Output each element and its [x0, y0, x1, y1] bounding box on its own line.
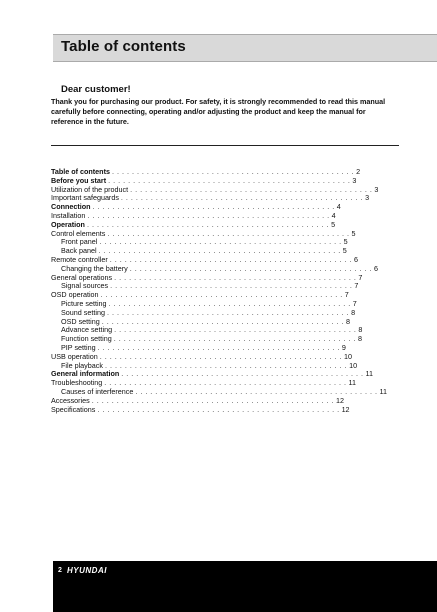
toc-entry-page: 9 [341, 342, 346, 352]
toc-entry-label: Advance setting [61, 325, 113, 335]
toc-entry-page: 5 [351, 228, 356, 238]
toc-leader-dots: . . . . . . . . . . . . . . . . . . . . . . . . . . . . . . . . . . . . . . . . . . . . . . . . . [104, 360, 348, 370]
brand-logo: HYUNDAI [67, 566, 107, 575]
toc-entry-label: Table of contents [51, 167, 110, 176]
toc-leader-dots: . . . . . . . . . . . . . . . . . . . . . . . . . . . . . . . . . . . . . . . . . . . . . . . . . [107, 228, 350, 238]
toc-entry-label: USB operation [51, 351, 98, 361]
toc-leader-dots: . . . . . . . . . . . . . . . . . . . . . . . . . . . . . . . . . . . . . . . . . . . . . . . . . [120, 193, 364, 203]
toc-entry-page: 10 [343, 351, 352, 361]
toc-entry-label: Connection [51, 202, 91, 212]
toc-entry-page: 12 [335, 395, 344, 405]
toc-entry-label: Causes of interference [61, 386, 134, 396]
toc-list [51, 167, 387, 414]
toc-leader-dots: . . . . . . . . . . . . . . . . . . . . . . . . . . . . . . . . . . . . . . . . . . . . . . . . . [101, 316, 344, 326]
toc-entry-label: General operations [51, 272, 113, 282]
toc-entry-page: 8 [357, 334, 362, 344]
toc-entry-label: Front panel [61, 237, 98, 247]
toc-entry-label: Utilization of the product [51, 184, 129, 194]
toc-leader-dots: . . . . . . . . . . . . . . . . . . . . . . . . . . . . . . . . . . . . . . . . . . . . . . . . . [135, 386, 378, 396]
toc-leader-dots: . . . . . . . . . . . . . . . . . . . . . . . . . . . . . . . . . . . . . . . . . . . . . . . . . [106, 307, 350, 317]
toc-entry-page: 10 [349, 360, 358, 370]
toc-entry-label: Function setting [61, 334, 112, 344]
toc-leader-dots: . . . . . . . . . . . . . . . . . . . . . . . . . . . . . . . . . . . . . . . . . . . . . . . . . [97, 342, 340, 352]
toc-entry-page: 4 [336, 202, 341, 212]
toc-entry-page: 5 [343, 237, 348, 247]
toc-entry-page: 7 [354, 281, 359, 291]
intro-text: Thank you for purchasing our product. For safety, it is strongly recommended to read this manual carefully before connecting, operating and/or adjusting the product and keep the manual for reference in the future. [51, 97, 386, 126]
toc-entry-label: Specifications [51, 404, 96, 414]
toc-entry-page: 3 [352, 175, 357, 185]
toc-leader-dots: . . . . . . . . . . . . . . . . . . . . . . . . . . . . . . . . . . . . . . . . . . . . . . . . . [130, 184, 373, 194]
toc-leader-dots: . . . . . . . . . . . . . . . . . . . . . . . . . . . . . . . . . . . . . . . . . . . . . . . . . [108, 175, 351, 185]
toc-entry-page: 11 [348, 378, 356, 388]
toc-leader-dots: . . . . . . . . . . . . . . . . . . . . . . . . . . . . . . . . . . . . . . . . . . . . . . . . . [99, 237, 342, 247]
toc-leader-dots: . . . . . . . . . . . . . . . . . . . . . . . . . . . . . . . . . . . . . . . . . . . . . . . . . [109, 254, 352, 264]
toc-leader-dots: . . . . . . . . . . . . . . . . . . . . . . . . . . . . . . . . . . . . . . . . . . . . . . . . . [121, 369, 364, 379]
toc-entry-label: Troubleshooting [51, 378, 103, 388]
toc-leader-dots: . . . . . . . . . . . . . . . . . . . . . . . . . . . . . . . . . . . . . . . . . . . . . . . . . [100, 290, 343, 300]
toc-entry-label: OSD setting [61, 316, 100, 326]
toc-entry-label: Accessories [51, 395, 90, 405]
toc-entry-label: Control elements [51, 228, 106, 238]
toc-entry-page: 8 [345, 316, 350, 326]
toc-entry-label: Changing the battery [61, 263, 128, 273]
toc-leader-dots: . . . . . . . . . . . . . . . . . . . . . . . . . . . . . . . . . . . . . . . . . . . . . . . . . [108, 298, 351, 308]
toc-leader-dots: . . . . . . . . . . . . . . . . . . . . . . . . . . . . . . . . . . . . . . . . . . . . . . . . . [98, 246, 341, 256]
page-number: 2 [58, 567, 62, 574]
toc-entry-page: 3 [374, 184, 379, 194]
toc-entry-page: 5 [331, 219, 336, 229]
toc-entry-page: 6 [373, 263, 378, 273]
toc-leader-dots: . . . . . . . . . . . . . . . . . . . . . . . . . . . . . . . . . . . . . . . . . . . . . . . . . [113, 334, 356, 344]
toc-leader-dots: . . . . . . . . . . . . . . . . . . . . . . . . . . . . . . . . . . . . . . . . . . . . . . . . . [129, 263, 372, 273]
toc-leader-dots: . . . . . . . . . . . . . . . . . . . . . . . . . . . . . . . . . . . . . . . . . . . . . . . . . [91, 395, 334, 405]
toc-entry-label: Sound setting [61, 307, 105, 317]
toc-entry-page: 12 [341, 404, 350, 414]
toc-entry-page: 3 [365, 193, 370, 203]
toc-leader-dots: . . . . . . . . . . . . . . . . . . . . . . . . . . . . . . . . . . . . . . . . . . . . . . . . . [99, 351, 342, 361]
toc-leader-dots: . . . . . . . . . . . . . . . . . . . . . . . . . . . . . . . . . . . . . . . . . . . . . . . . . [87, 210, 330, 220]
toc-leader-dots: . . . . . . . . . . . . . . . . . . . . . . . . . . . . . . . . . . . . . . . . . . . . . . . . . [92, 202, 335, 212]
toc-entry-page: 8 [351, 307, 356, 317]
toc-leader-dots: . . . . . . . . . . . . . . . . . . . . . . . . . . . . . . . . . . . . . . . . . . . . . . . . . [86, 219, 330, 229]
toc-entry-page: 11 [365, 369, 373, 379]
footer-bar [53, 561, 437, 612]
toc-entry-page: 8 [358, 325, 363, 335]
toc-entry-label: File playback [61, 360, 103, 370]
toc-entry-label: Signal sources [61, 281, 109, 291]
toc-leader-dots: . . . . . . . . . . . . . . . . . . . . . . . . . . . . . . . . . . . . . . . . . . . . . . . . . [97, 404, 340, 414]
toc-entry-page: 5 [342, 246, 347, 256]
toc-entry-page: 7 [358, 272, 363, 282]
toc-entry-page: 6 [353, 254, 358, 264]
toc-entry-label: Picture setting [61, 298, 107, 308]
toc-entry-page: 2 [356, 167, 361, 176]
toc-entry-label: PIP setting [61, 342, 96, 352]
toc-entry-page: 11 [379, 386, 387, 396]
toc-entry-label: OSD operation [51, 290, 99, 300]
toc-entry-label: Remote controller [51, 254, 108, 264]
toc-entry-label: Before you start [51, 175, 107, 185]
toc-entry-label: Operation [51, 219, 85, 229]
divider [51, 145, 399, 146]
toc-leader-dots: . . . . . . . . . . . . . . . . . . . . . . . . . . . . . . . . . . . . . . . . . . . . . . . . . [104, 378, 347, 388]
greeting: Dear customer! [61, 84, 131, 95]
toc-leader-dots: . . . . . . . . . . . . . . . . . . . . . . . . . . . . . . . . . . . . . . . . . . . . . . . . . [114, 325, 357, 335]
toc-leader-dots: . . . . . . . . . . . . . . . . . . . . . . . . . . . . . . . . . . . . . . . . . . . . . . . . . [114, 272, 357, 282]
page-title: Table of contents [61, 38, 186, 55]
title-bar [53, 34, 437, 62]
toc-entry[interactable] [51, 404, 350, 415]
toc-entry-page: 4 [331, 210, 336, 220]
toc-entry-page: 7 [352, 298, 357, 308]
toc-entry-page: 7 [344, 290, 349, 300]
toc-leader-dots: . . . . . . . . . . . . . . . . . . . . . . . . . . . . . . . . . . . . . . . . . . . . . . . . . [111, 167, 355, 176]
toc-entry-label: Important safeguards [51, 193, 119, 203]
toc-entry-label: Installation [51, 210, 86, 220]
toc-entry-label: Back panel [61, 246, 97, 256]
toc-leader-dots: . . . . . . . . . . . . . . . . . . . . . . . . . . . . . . . . . . . . . . . . . . . . . . . . . [110, 281, 353, 291]
toc-entry-label: General information [51, 369, 120, 379]
